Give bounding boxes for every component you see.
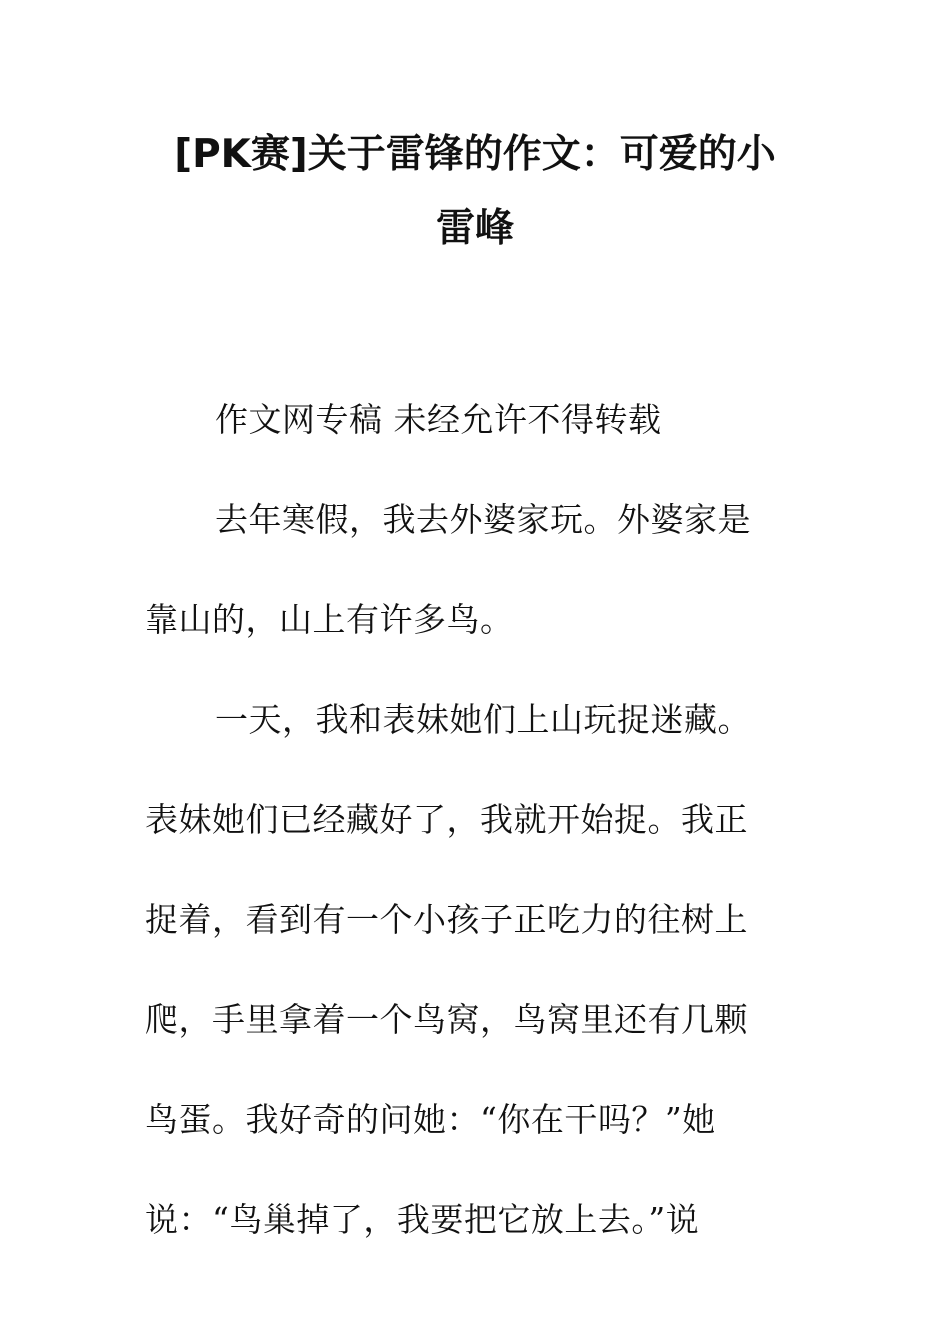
- paragraph-2-line-5: 鸟蛋。我好奇的问她：“你在干吗？”她: [145, 1100, 716, 1139]
- title-line-2: 雷峰: [435, 206, 514, 251]
- title-line-1: [PK赛]关于雷锋的作文：可爱的小: [174, 132, 776, 177]
- paragraph-1-line-2: 靠山的，山上有许多鸟。: [145, 600, 514, 639]
- paragraph-2-line-2: 表妹她们已经藏好了，我就开始捉。我正: [145, 800, 748, 839]
- paragraph-2-line-1: 一天，我和表妹她们上山玩捉迷藏。: [215, 700, 751, 739]
- paragraph-1-line-1: 去年寒假，我去外婆家玩。外婆家是: [215, 500, 751, 539]
- paragraph-2-line-3: 捉着，看到有一个小孩子正吃力的往树上: [145, 900, 748, 939]
- copyright-notice: 作文网专稿 未经允许不得转载: [215, 400, 662, 439]
- paragraph-2-line-4: 爬，手里拿着一个鸟窝，鸟窝里还有几颗: [145, 1000, 748, 1039]
- document-title: [145, 118, 805, 266]
- paragraph-2-line-6: 说：“鸟巢掉了，我要把它放上去。”说: [145, 1200, 700, 1239]
- article-body: [145, 370, 785, 1270]
